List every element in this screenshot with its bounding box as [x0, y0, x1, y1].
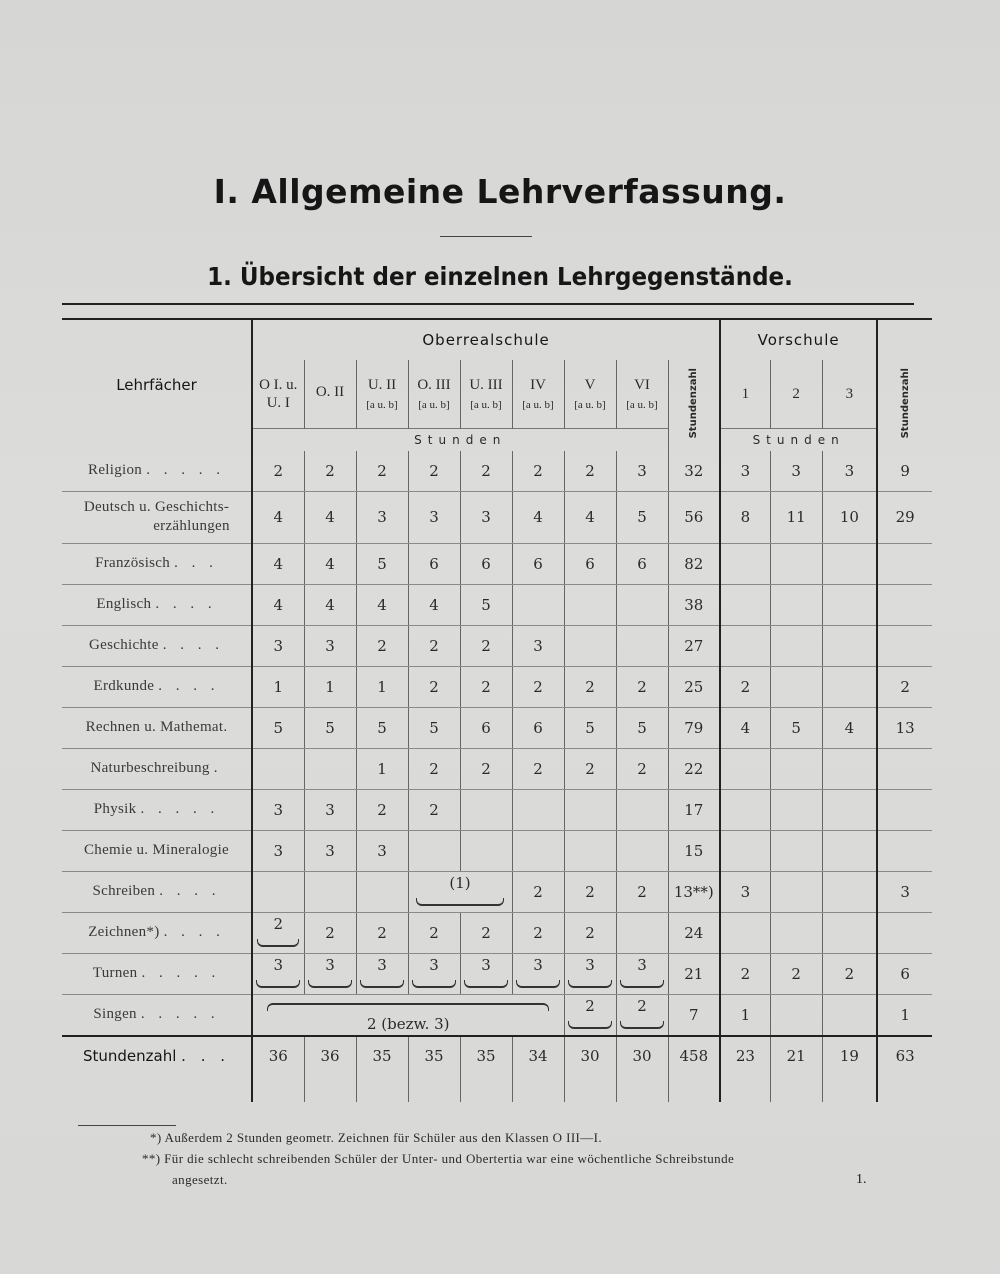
cell-value: 2 — [429, 923, 439, 942]
table-cell — [408, 830, 460, 871]
table-cell — [770, 584, 822, 625]
table-cell: 2 — [512, 748, 564, 789]
table-cell: 4 — [408, 584, 460, 625]
table-cell: 3 — [616, 451, 668, 492]
table-cell: 5 — [460, 584, 512, 625]
stunden-label-ober: Stunden — [252, 428, 668, 451]
table-cell: 6 — [616, 543, 668, 584]
table-cell: 4 — [564, 491, 616, 543]
subject-label: Chemie u. Mineralogie — [62, 830, 252, 871]
table-cell — [408, 953, 460, 994]
table-cell: 2 — [822, 953, 877, 994]
table-cell: 35 — [460, 1036, 512, 1102]
cell-value: 3 — [325, 955, 335, 974]
subject-label: Religion . . . . . — [62, 451, 252, 492]
brace-icon — [360, 980, 404, 988]
group-header-vorschule: Vorschule — [720, 319, 877, 360]
table-cell — [512, 953, 564, 994]
footnote-2-cont: angesetzt. — [172, 1172, 228, 1187]
table-cell — [252, 871, 304, 912]
table-cell — [512, 830, 564, 871]
cell-value: 3 — [377, 955, 387, 974]
table-cell: 5 — [252, 707, 304, 748]
table-cell — [770, 789, 822, 830]
table-cell: 5 — [356, 543, 408, 584]
table-cell — [822, 625, 877, 666]
table-cell — [720, 789, 770, 830]
table-cell: 2 — [564, 748, 616, 789]
table-cell — [564, 830, 616, 871]
table-cell: 30 — [564, 1036, 616, 1102]
totals-row — [62, 1036, 932, 1102]
total-label: Stundenzahl . . . — [62, 1036, 252, 1102]
lehrfaecher-table — [62, 318, 932, 1102]
subject-label: Singen . . . . . — [62, 994, 252, 1036]
subject-label: Geschichte . . . . — [62, 625, 252, 666]
table-cell — [564, 789, 616, 830]
table-cell — [304, 748, 356, 789]
col-header: V [a u. b] — [564, 360, 616, 428]
row-vor-sum: 1 — [877, 994, 932, 1036]
table-cell: 2 — [356, 451, 408, 492]
table-cell: 3 — [356, 491, 408, 543]
table-cell: 2 — [720, 953, 770, 994]
table-cell — [564, 625, 616, 666]
brace-icon — [620, 1021, 664, 1029]
table-cell — [356, 953, 408, 994]
table-cell: 1 — [356, 748, 408, 789]
cell-value: 2 — [325, 923, 335, 942]
row-sum: 56 — [668, 491, 720, 543]
table-cell — [616, 912, 668, 953]
table-cell — [252, 912, 304, 953]
table-cell: 3 — [720, 451, 770, 492]
cell-value: 3 — [429, 955, 439, 974]
table-cell: 11 — [770, 491, 822, 543]
table-cell — [770, 625, 822, 666]
table-cell: 35 — [356, 1036, 408, 1102]
row-vor-sum — [877, 830, 932, 871]
table-cell: 6 — [408, 543, 460, 584]
table-cell — [720, 625, 770, 666]
table-cell: 5 — [304, 707, 356, 748]
col-header: O. II — [304, 360, 356, 428]
table-cell: 2 — [512, 451, 564, 492]
table-cell — [512, 584, 564, 625]
table-cell — [822, 871, 877, 912]
cell-value: 2 — [585, 923, 595, 942]
header-row-groups — [62, 319, 932, 360]
table-cell — [822, 748, 877, 789]
table-cell: 2 — [460, 451, 512, 492]
table-cell: 2 — [770, 953, 822, 994]
subject-label: Schreiben . . . . — [62, 871, 252, 912]
subject-label: Englisch . . . . — [62, 584, 252, 625]
cell-value: 2 — [481, 923, 491, 942]
table-cell — [822, 830, 877, 871]
table-cell: 23 — [720, 1036, 770, 1102]
row-sum: 38 — [668, 584, 720, 625]
table-cell: 2 — [616, 666, 668, 707]
footnote-1: *) Außerdem 2 Stunden geometr. Zeichnen für Schüler aus den Klassen O III—I. — [150, 1130, 603, 1145]
cell-value: 3 — [273, 955, 284, 974]
col-header: VI [a u. b] — [616, 360, 668, 428]
col-header: U. III [a u. b] — [460, 360, 512, 428]
table-cell — [822, 994, 877, 1036]
table-cell: 3 — [304, 830, 356, 871]
table-row — [62, 953, 932, 994]
table-body — [62, 451, 932, 1102]
table-cell: 30 — [616, 1036, 668, 1102]
brace-icon — [620, 980, 664, 988]
col-header-vor: 2 — [770, 360, 822, 428]
table-cell — [720, 543, 770, 584]
table-cell: 4 — [356, 584, 408, 625]
col-header: U. II [a u. b] — [356, 360, 408, 428]
stunden-label-vor: Stunden — [720, 428, 877, 451]
group-header-oberrealschule: Oberrealschule — [252, 319, 720, 360]
row-vor-sum — [877, 912, 932, 953]
table-cell: 5 — [616, 707, 668, 748]
row-vor-sum — [877, 543, 932, 584]
row-vor-sum: 13 — [877, 707, 932, 748]
table-row — [62, 666, 932, 707]
table-cell — [770, 543, 822, 584]
page-number: 1. — [856, 1172, 867, 1187]
table-cell: 2 — [304, 451, 356, 492]
table-cell: 3 — [512, 625, 564, 666]
brace-icon — [568, 1021, 612, 1029]
brace-icon — [256, 980, 300, 988]
col-header-stundenzahl: Stundenzahl — [668, 360, 720, 451]
table-cell: 3 — [252, 789, 304, 830]
table-cell: 36 — [304, 1036, 356, 1102]
subject-label: Erdkunde . . . . — [62, 666, 252, 707]
brace-icon — [568, 980, 612, 988]
table-cell — [770, 748, 822, 789]
table-cell: 4 — [720, 707, 770, 748]
table-cell: 3 — [720, 871, 770, 912]
table-cell: 3 — [460, 491, 512, 543]
row-sum: 27 — [668, 625, 720, 666]
table-cell: 2 — [512, 871, 564, 912]
table-cell: 21 — [770, 1036, 822, 1102]
table-cell — [512, 789, 564, 830]
table-cell — [304, 912, 356, 953]
table-row — [62, 994, 932, 1036]
row-sum: 25 — [668, 666, 720, 707]
brace-icon — [412, 980, 456, 988]
table-cell: 5 — [616, 491, 668, 543]
page-title: I. Allgemeine Lehrverfassung. — [213, 172, 787, 211]
table-row — [62, 625, 932, 666]
table-cell — [356, 871, 408, 912]
table-cell: 6 — [564, 543, 616, 584]
row-sum: 79 — [668, 707, 720, 748]
table-cell — [822, 584, 877, 625]
table-cell: 6 — [460, 707, 512, 748]
row-sum: 17 — [668, 789, 720, 830]
merged-cell — [408, 871, 512, 912]
table-cell — [770, 994, 822, 1036]
table-cell: 2 — [408, 666, 460, 707]
table-cell: 5 — [408, 707, 460, 748]
table-cell — [770, 912, 822, 953]
row-vor-sum: 2 — [877, 666, 932, 707]
row-sum: 13**) — [668, 871, 720, 912]
table-cell: 4 — [252, 584, 304, 625]
subject-label: Naturbeschreibung . — [62, 748, 252, 789]
table-cell — [252, 953, 304, 994]
table-cell: 2 — [564, 666, 616, 707]
subject-label: Rechnen u. Mathemat. — [62, 707, 252, 748]
row-vor-sum: 3 — [877, 871, 932, 912]
table-cell: 2 — [408, 451, 460, 492]
table-cell: 5 — [356, 707, 408, 748]
col-header-vor-stundenzahl: Stundenzahl — [877, 360, 932, 451]
table-row — [62, 789, 932, 830]
table-row — [62, 748, 932, 789]
table-cell — [616, 584, 668, 625]
table-cell: 4 — [252, 491, 304, 543]
row-sum: 22 — [668, 748, 720, 789]
footnote-2: **) Für die schlecht schreibenden Schüler der Unter- und Obertertia war eine wöchentliche Schreibstunde — [142, 1151, 735, 1166]
subject-label: Deutsch u. Geschichts- erzählungen — [62, 491, 252, 543]
table-cell: 3 — [356, 830, 408, 871]
table-cell: 3 — [252, 830, 304, 871]
brace-icon — [516, 980, 560, 988]
row-vor-sum: 9 — [877, 451, 932, 492]
table-cell — [564, 912, 616, 953]
table-cell: 36 — [252, 1036, 304, 1102]
merged-cell — [252, 994, 564, 1036]
col-header-vor: 3 — [822, 360, 877, 428]
table-cell: 6 — [512, 707, 564, 748]
table-cell — [460, 953, 512, 994]
cell-value: 2 — [585, 996, 595, 1015]
table-cell — [512, 912, 564, 953]
table-cell: 6 — [512, 543, 564, 584]
row-sum: 7 — [668, 994, 720, 1036]
table-cell: 2 — [564, 871, 616, 912]
cell-value: 3 — [481, 955, 491, 974]
table-cell — [720, 748, 770, 789]
table-cell: 1 — [720, 994, 770, 1036]
table-cell — [822, 543, 877, 584]
row-sum: 15 — [668, 830, 720, 871]
table-cell: 2 — [512, 666, 564, 707]
col-header-vor: 1 — [720, 360, 770, 428]
table-cell: 2 — [460, 666, 512, 707]
table-cell — [616, 789, 668, 830]
row-sum: 458 — [668, 1036, 720, 1102]
col-header: IV [a u. b] — [512, 360, 564, 428]
table-cell: 2 — [356, 625, 408, 666]
table-row — [62, 491, 932, 543]
subject-label: Turnen . . . . . — [62, 953, 252, 994]
table-cell: 1 — [356, 666, 408, 707]
cell-value: 2 — [637, 996, 647, 1015]
row-vor-sum: 63 — [877, 1036, 932, 1102]
subject-label: Französisch . . . — [62, 543, 252, 584]
cell-value: 3 — [585, 955, 595, 974]
table-cell: 4 — [252, 543, 304, 584]
table-cell: 2 — [252, 451, 304, 492]
table-cell — [720, 912, 770, 953]
table-row — [62, 451, 932, 492]
table-row — [62, 584, 932, 625]
row-vor-sum: 6 — [877, 953, 932, 994]
table-cell: 3 — [822, 451, 877, 492]
table-cell — [460, 830, 512, 871]
row-vor-sum — [877, 748, 932, 789]
brace-icon — [464, 980, 508, 988]
table-cell: 2 — [720, 666, 770, 707]
col-header: O I. u. U. I — [252, 360, 304, 428]
table-cell: 4 — [512, 491, 564, 543]
table-cell — [616, 994, 668, 1036]
table-cell: 5 — [564, 707, 616, 748]
section-subtitle: 1. Übersicht der einzelnen Lehrgegenstände. — [207, 262, 793, 291]
brace-icon — [308, 980, 352, 988]
table-row — [62, 707, 932, 748]
table-cell: 3 — [770, 451, 822, 492]
table-cell: 2 — [408, 789, 460, 830]
table-cell — [616, 625, 668, 666]
table-cell: 2 — [408, 748, 460, 789]
subject-label: Physik . . . . . — [62, 789, 252, 830]
table-cell: 5 — [770, 707, 822, 748]
table-row — [62, 543, 932, 584]
table-cell: 1 — [304, 666, 356, 707]
subject-label: Zeichnen*) . . . . — [62, 912, 252, 953]
merged-value: 2 (bezw. 3) — [366, 1014, 450, 1033]
table-cell — [460, 789, 512, 830]
table-cell — [822, 789, 877, 830]
table-cell: 4 — [304, 491, 356, 543]
table-cell: 35 — [408, 1036, 460, 1102]
corner-label: Lehrfächer — [116, 376, 197, 395]
table-cell — [564, 953, 616, 994]
table-cell: 4 — [304, 543, 356, 584]
merged-value: (1) — [449, 873, 471, 892]
cell-value: 2 — [273, 914, 284, 933]
footnote-divider — [78, 1125, 176, 1126]
brace-icon — [416, 898, 504, 906]
cell-value: 3 — [533, 955, 543, 974]
table-cell: 3 — [408, 491, 460, 543]
row-sum: 82 — [668, 543, 720, 584]
row-sum: 32 — [668, 451, 720, 492]
table-top-rule — [62, 303, 914, 305]
table-cell: 2 — [356, 789, 408, 830]
brace-icon — [267, 1003, 549, 1011]
table-cell: 3 — [304, 789, 356, 830]
table-cell: 2 — [460, 625, 512, 666]
row-vor-sum — [877, 625, 932, 666]
table-cell — [770, 666, 822, 707]
table-cell — [564, 994, 616, 1036]
table-cell: 2 — [460, 748, 512, 789]
table-cell: 1 — [252, 666, 304, 707]
row-vor-sum: 29 — [877, 491, 932, 543]
row-vor-sum — [877, 584, 932, 625]
table-cell: 3 — [252, 625, 304, 666]
table-row — [62, 830, 932, 871]
row-sum: 21 — [668, 953, 720, 994]
cell-value: 2 — [533, 923, 543, 942]
table-cell — [720, 584, 770, 625]
table-cell — [356, 912, 408, 953]
cell-value: 3 — [637, 955, 647, 974]
table-cell: 19 — [822, 1036, 877, 1102]
row-vor-sum — [877, 789, 932, 830]
table-cell: 4 — [822, 707, 877, 748]
table-row — [62, 912, 932, 953]
table-cell — [408, 912, 460, 953]
brace-icon — [257, 939, 299, 947]
table-cell: 6 — [460, 543, 512, 584]
table-row — [62, 871, 932, 912]
table-cell: 2 — [616, 748, 668, 789]
table-cell — [304, 871, 356, 912]
table-cell — [770, 871, 822, 912]
table-cell: 2 — [564, 451, 616, 492]
table-cell — [564, 584, 616, 625]
table-cell — [460, 912, 512, 953]
table-cell: 8 — [720, 491, 770, 543]
col-header: O. III [a u. b] — [408, 360, 460, 428]
table-cell — [252, 748, 304, 789]
table-cell — [720, 830, 770, 871]
table-cell: 10 — [822, 491, 877, 543]
table-cell: 2 — [616, 871, 668, 912]
table-cell: 34 — [512, 1036, 564, 1102]
row-sum: 24 — [668, 912, 720, 953]
cell-value: 2 — [377, 923, 387, 942]
table-cell — [304, 953, 356, 994]
table-cell: 2 — [408, 625, 460, 666]
table-cell: 3 — [304, 625, 356, 666]
table-cell — [616, 953, 668, 994]
title-divider — [440, 236, 532, 237]
table-cell — [770, 830, 822, 871]
table-cell — [822, 912, 877, 953]
table-cell: 4 — [304, 584, 356, 625]
table-cell — [822, 666, 877, 707]
table-cell — [616, 830, 668, 871]
